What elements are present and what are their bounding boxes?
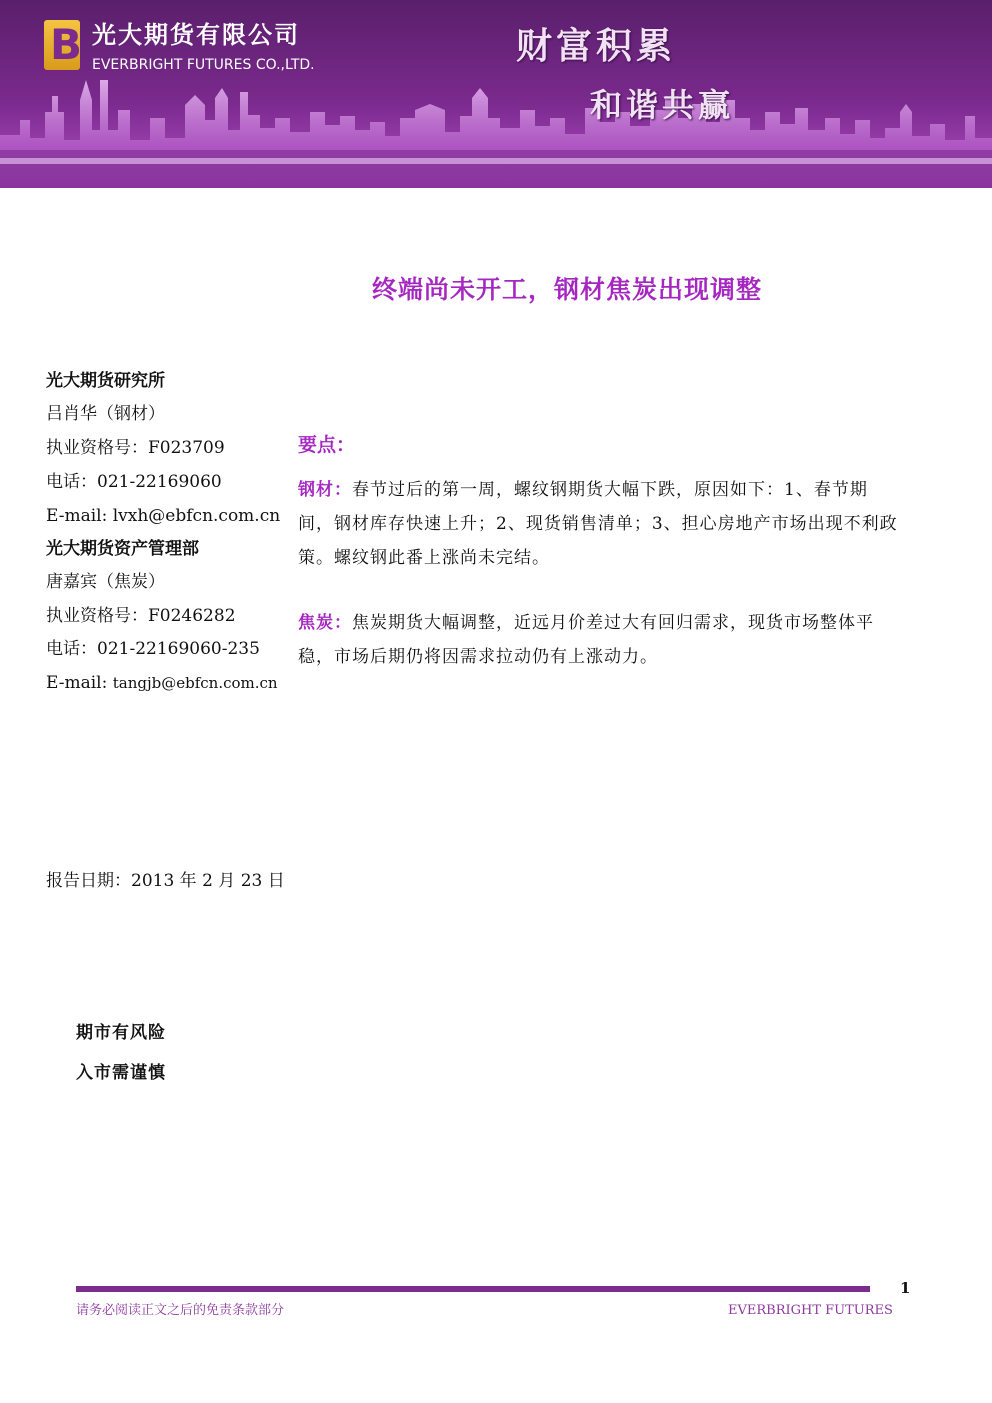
footer-brand: EVERBRIGHT FUTURES: [728, 1303, 893, 1318]
analyst-1-email[interactable]: lvxh@ebfcn.com.cn: [112, 506, 281, 526]
coke-label: 焦炭：: [298, 613, 352, 633]
report-date: 报告日期：2013 年 2 月 23 日: [46, 871, 285, 891]
coke-text: 焦炭期货大幅调整，近远月价差过大有回归需求，现货市场整体平稳，市场后期仍将因需求拉动仍有上涨动力。: [298, 613, 874, 667]
footer-disclaimer: 请务必阅读正文之后的免责条款部分: [76, 1303, 285, 1318]
steel-text: 春节过后的第一周，螺纹钢期货大幅下跌，原因如下：1、春节期间，钢材库存快速上升；2、现货销售清单；3、担心房地产市场出现不利政策。螺纹钢此番上涨尚未完结。: [298, 480, 898, 568]
steel-label: 钢材：: [298, 480, 352, 500]
steel-paragraph: [298, 473, 898, 575]
analyst-2-email-label: E-mail:: [46, 673, 113, 693]
risk-warning-line-1: 期市有风险: [76, 1023, 166, 1043]
analyst-1-email-line: [46, 505, 280, 527]
analyst-1-email-label: E-mail:: [46, 506, 113, 526]
analyst-1-org: 光大期货研究所: [46, 371, 165, 391]
report-title: 终端尚未开工，钢材焦炭出现调整: [372, 275, 763, 304]
footer-divider: [76, 1286, 870, 1292]
analyst-2-email-line: [46, 672, 278, 694]
logo-letter: B: [50, 20, 83, 69]
company-logo: [44, 20, 83, 70]
analyst-1-phone: 电话：021-22169060: [46, 472, 222, 492]
company-name-cn: 光大期货有限公司: [92, 21, 300, 49]
risk-warning-line-2: 入市需谨慎: [76, 1063, 166, 1083]
coke-paragraph: [298, 606, 898, 674]
page-number: 1: [900, 1279, 911, 1297]
analyst-1-license: 执业资格号：F023709: [46, 438, 225, 458]
company-name-en: EVERBRIGHT FUTURES CO.,LTD.: [92, 57, 315, 73]
analyst-2-phone: 电话：021-22169060-235: [46, 639, 260, 659]
analyst-2-email[interactable]: tangjb@ebfcn.com.cn: [112, 674, 278, 692]
slogan-line-1: 财富积累: [516, 26, 677, 67]
slogan-line-2: 和谐共赢: [590, 86, 735, 124]
analyst-1-name: 吕肖华（钢材）: [46, 404, 165, 424]
key-points-heading: 要点：: [298, 434, 356, 456]
header-banner: [0, 0, 992, 188]
analyst-2-license: 执业资格号：F0246282: [46, 606, 236, 626]
analyst-2-name: 唐嘉宾（焦炭）: [46, 572, 165, 592]
analyst-2-org: 光大期货资产管理部: [46, 539, 199, 559]
